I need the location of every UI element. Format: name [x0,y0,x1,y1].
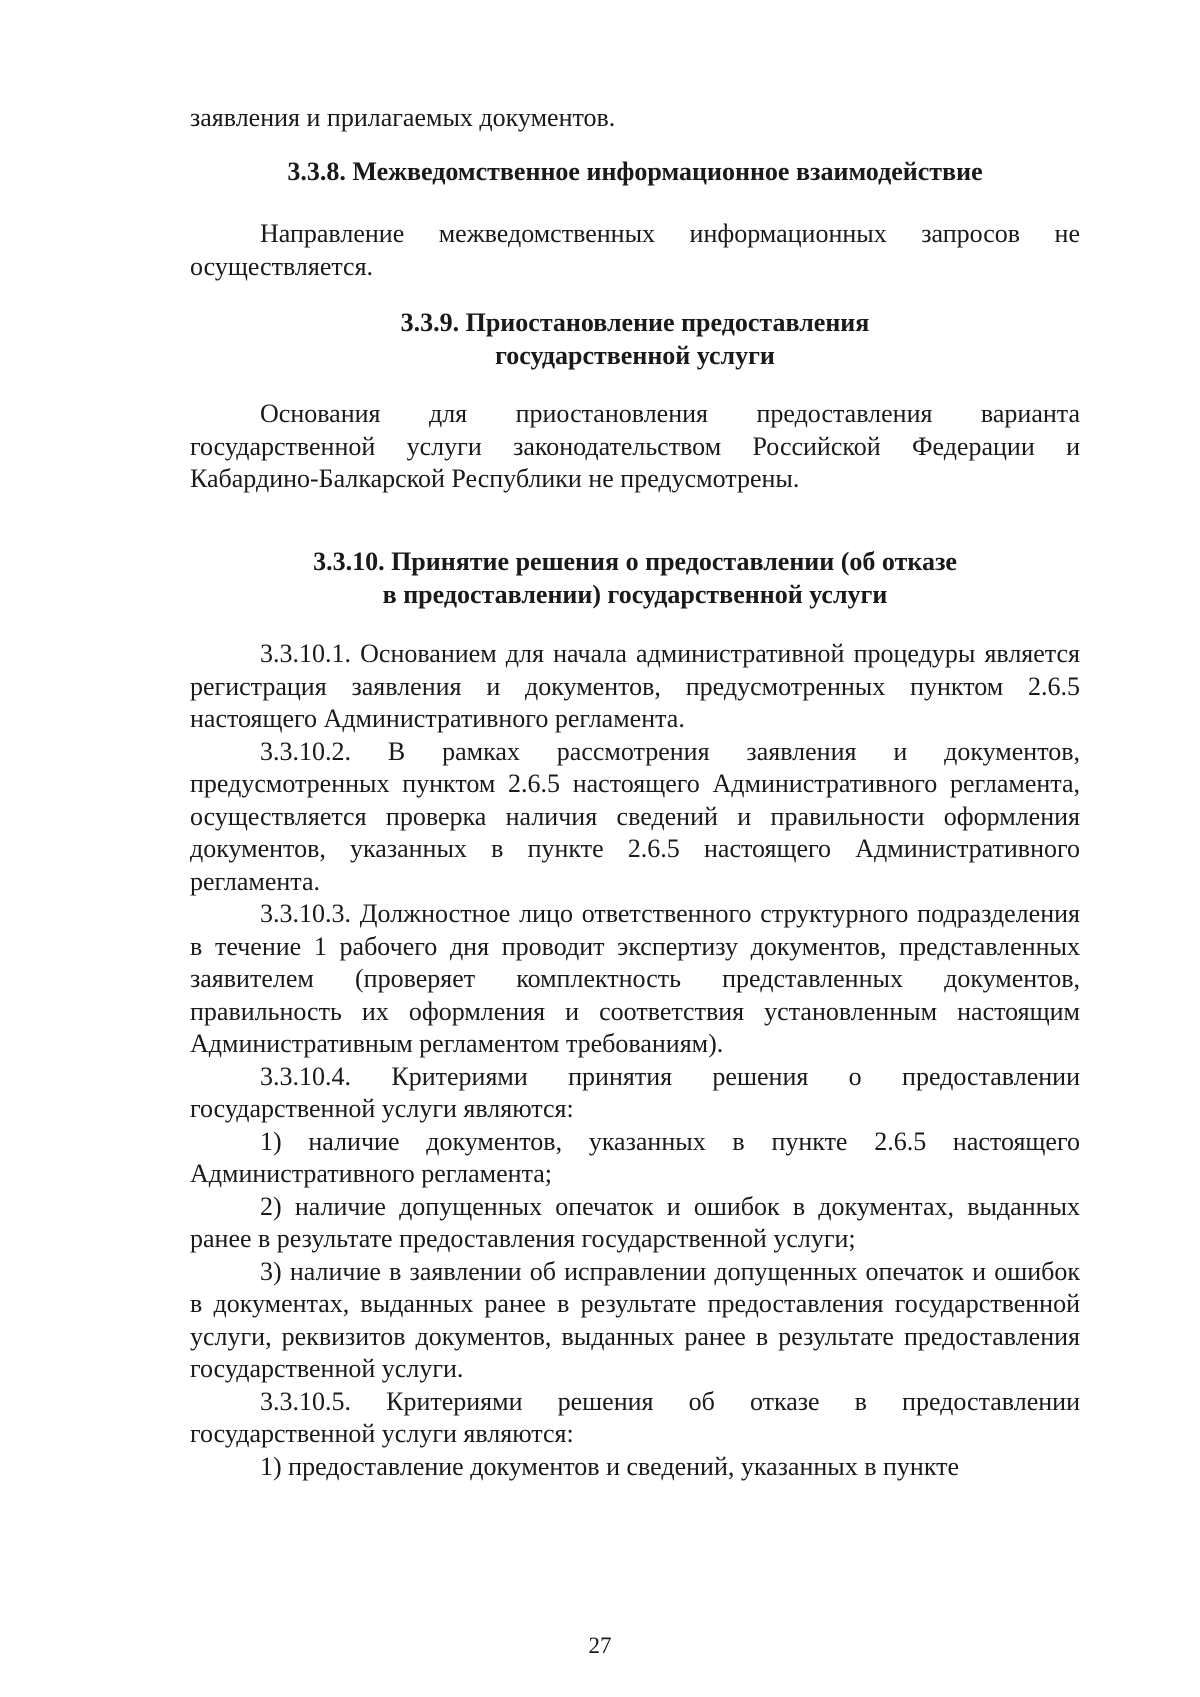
paragraph-3-3-10-3: 3.3.10.3. Должностное лицо ответственного структурного подразделения в течение 1 рабочего дня проводит экспертизу документов, представленных заявителем (проверяет комплектность представленных документов, правильность их оформления и соответствия установленным настоящим Административным регламентом требованиям). [190,899,1080,1058]
list-item: 1) наличие документов, указанных в пункте 2.6.5 настоящего Административного регламента; [190,1126,1080,1188]
list-item: 1) предоставление документов и сведений, указанных в пункте [260,1451,960,1481]
page-number: 27 [588,1633,612,1658]
section-heading-line: в предоставлении) государственной услуги [382,579,888,609]
paragraph-3-3-10-4: 3.3.10.4. Критериями принятия решения о предоставлении государственной услуги являются: [190,1061,1080,1123]
list-item: 2) наличие допущенных опечаток и ошибок в документах, выданных ранее в результате предоставления государственной услуги; [190,1191,1080,1253]
section-body-3-3-8 [190,218,1080,283]
list-item: 3) наличие в заявлении об исправлении допущенных опечаток и ошибок в документах, выданных ранее в результате предоставления государственной услуги, реквизитов документов, выданных ранее в результате предоставления государственной услуги. [190,1256,1080,1383]
paragraph: Основания для приостановления предоставления варианта государственной услуги законодательством Российской Федерации и Кабардино-Балкарской Республики не предусмотрены. [190,399,1080,493]
paragraph: заявления и прилагаемых документов. [190,103,616,132]
section-heading-3-3-9: 3.3.9. Приостановление предоставления государственной услуги [400,308,870,370]
paragraph-3-3-10-2: 3.3.10.2. В рамках рассмотрения заявления и документов, предусмотренных пунктом 2.6.5 настоящего Административного регламента, осуществляется проверка наличия сведений и правильности оформления документов, указанных в пункте 2.6.5 настоящего Административного регламента. [190,736,1080,896]
section-body-3-3-10 [190,638,1080,1483]
paragraph-3-3-10-5: 3.3.10.5. Критериями решения об отказе в предоставлении государственной услуги являются: [190,1386,1080,1448]
section-heading-line: 3.3.10. Принятие решения о предоставлении (об отказе [313,547,957,576]
paragraph: Направление межведомственных информационных запросов не осуществляется. [190,219,1080,281]
section-heading-3-3-8: 3.3.8. Межведомственное информационное взаимодействие [287,157,983,186]
section-body-3-3-9 [190,398,1080,496]
continuation-text [190,102,1080,135]
section-heading-3-3-10 [190,546,1080,611]
paragraph-3-3-10-1: 3.3.10.1. Основанием для начала административной процедуры является регистрация заявления и документов, предусмотренных пунктом 2.6.5 настоящего Административного регламента. [190,639,1080,733]
